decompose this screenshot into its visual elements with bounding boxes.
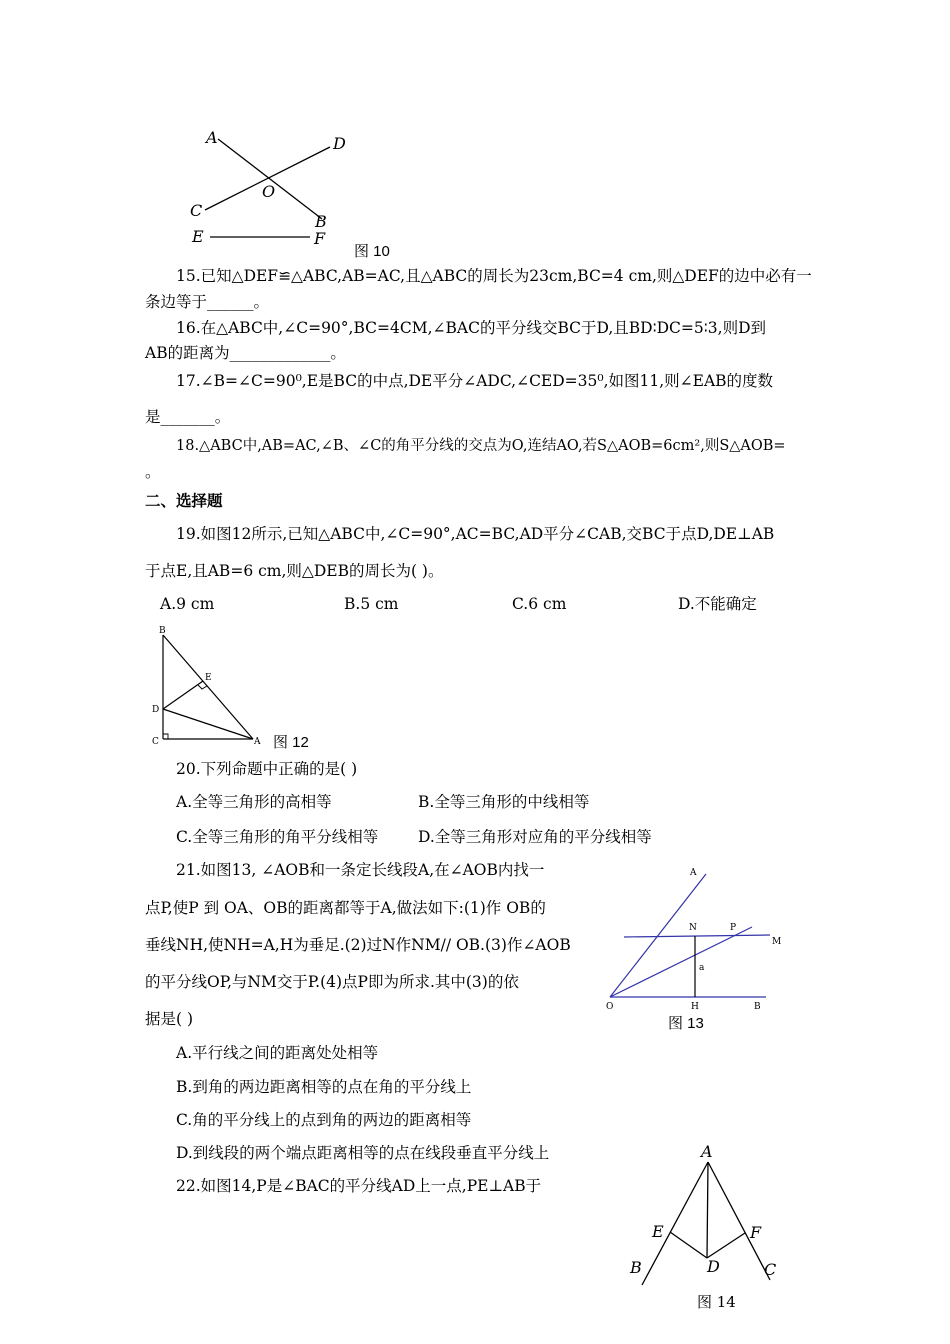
fig14-label-e: E [652, 1222, 664, 1241]
fig13-label-a-small: a [699, 963, 705, 973]
q19-option-c[interactable]: C.6 cm [512, 595, 567, 613]
fig12-label-e: E [205, 673, 212, 683]
q20-option-d[interactable]: D.全等三角形对应角的平分线相等 [418, 828, 652, 846]
fig13-label-b: B [754, 1002, 761, 1012]
fig10-label-c: C [190, 201, 203, 220]
figure-12 [145, 620, 275, 750]
q16-line1: 16.在△ABC中,∠C=90°,BC=4CM,∠BAC的平分线交BC于D,且BD∶DC=5∶3,则D到 [176, 319, 767, 337]
fig13-label-h: H [691, 1002, 699, 1012]
q20-stem: 20.下列命题中正确的是( ) [176, 760, 358, 778]
q21-line4: 的平分线OP,与NM交于P.(4)点P即为所求.其中(3)的依 [145, 973, 519, 991]
q21-line5: 据是( ) [145, 1010, 194, 1028]
q19-option-d[interactable]: D.不能确定 [678, 595, 757, 613]
fig12-label-d: D [152, 705, 160, 715]
q15-line1: 15.已知△DEF≌△ABC,AB=AC,且△ABC的周长为23cm,BC=4 cm,则△DEF的边中必有一 [176, 267, 812, 285]
fig13-label-o: O [606, 1002, 614, 1012]
fig14-label-a: A [701, 1142, 713, 1161]
fig12-label-c: C [152, 737, 159, 747]
fig14-label-b: B [630, 1258, 642, 1277]
q21-option-d[interactable]: D.到线段的两个端点距离相等的点在线段垂直平分线上 [176, 1144, 550, 1162]
q21-option-b[interactable]: B.到角的两边距离相等的点在角的平分线上 [176, 1078, 472, 1096]
fig12-label-b: B [159, 626, 166, 636]
fig10-caption: 图 10 [354, 243, 390, 260]
q20-option-a[interactable]: A.全等三角形的高相等 [176, 793, 332, 811]
figure-13 [600, 860, 790, 1015]
figure-14 [620, 1140, 790, 1310]
fig14-label-c: C [764, 1260, 777, 1279]
q19-line2: 于点E,且AB=6 cm,则△DEB的周长为( )。 [145, 562, 444, 580]
section-title: 二、选择题 [145, 492, 223, 510]
q21-line2: 点P,使P 到 OA、OB的距离都等于A,做法如下:(1)作 OB的 [145, 899, 546, 917]
q18-line1: 18.△ABC中,AB=AC,∠B、∠C的角平分线的交点为O,连结AO,若S△AOB=6cm²,则S△AOB= [176, 438, 786, 454]
q15-line2: 条边等于______。 [145, 293, 270, 311]
q19-option-b[interactable]: B.5 cm [344, 595, 399, 613]
fig13-label-n: N [689, 923, 697, 933]
fig13-label-m: M [772, 937, 782, 947]
fig10-label-b: B [315, 212, 327, 231]
fig10-label-e: E [192, 227, 204, 246]
fig10-label-a: A [206, 128, 218, 147]
q20-option-c[interactable]: C.全等三角形的角平分线相等 [176, 828, 379, 846]
fig12-label-a: A [254, 737, 261, 747]
fig14-label-d: D [707, 1257, 720, 1276]
q19-option-a[interactable]: A.9 cm [160, 595, 215, 613]
q21-option-c[interactable]: C.角的平分线上的点到角的两边的距离相等 [176, 1111, 472, 1129]
q17-line1: 17.∠B=∠C=90⁰,E是BC的中点,DE平分∠ADC,∠CED=35⁰,如图11,则∠EAB的度数 [176, 372, 774, 390]
q18-line2: 。 [145, 463, 161, 481]
fig13-label-a: A [690, 868, 697, 878]
q21-option-a[interactable]: A.平行线之间的距离处处相等 [176, 1044, 379, 1062]
q16-line2: AB的距离为_____________。 [145, 344, 346, 362]
fig10-label-d: D [333, 134, 346, 153]
q19-line1: 19.如图12所示,已知△ABC中,∠C=90°,AC=BC,AD平分∠CAB,交BC于点D,DE⊥AB [176, 525, 775, 543]
fig13-caption: 图 13 [668, 1015, 704, 1032]
q17-line2: 是_______。 [145, 408, 231, 426]
q21-line1: 21.如图13, ∠AOB和一条定长线段A,在∠AOB内找一 [176, 861, 545, 879]
q20-option-b[interactable]: B.全等三角形的中线相等 [418, 793, 590, 811]
fig13-label-p: P [730, 923, 737, 933]
fig10-label-o: O [262, 182, 276, 201]
fig10-label-f: F [314, 229, 326, 248]
fig12-caption: 图 12 [273, 734, 309, 751]
fig14-label-f: F [750, 1223, 762, 1242]
figure-10 [180, 120, 380, 260]
fig14-caption: 图 14 [697, 1293, 736, 1311]
q22-line1: 22.如图14,P是∠BAC的平分线AD上一点,PE⊥AB于 [176, 1177, 542, 1195]
q21-line3: 垂线NH,使NH=A,H为垂足.(2)过N作NM// OB.(3)作∠AOB [145, 936, 571, 954]
